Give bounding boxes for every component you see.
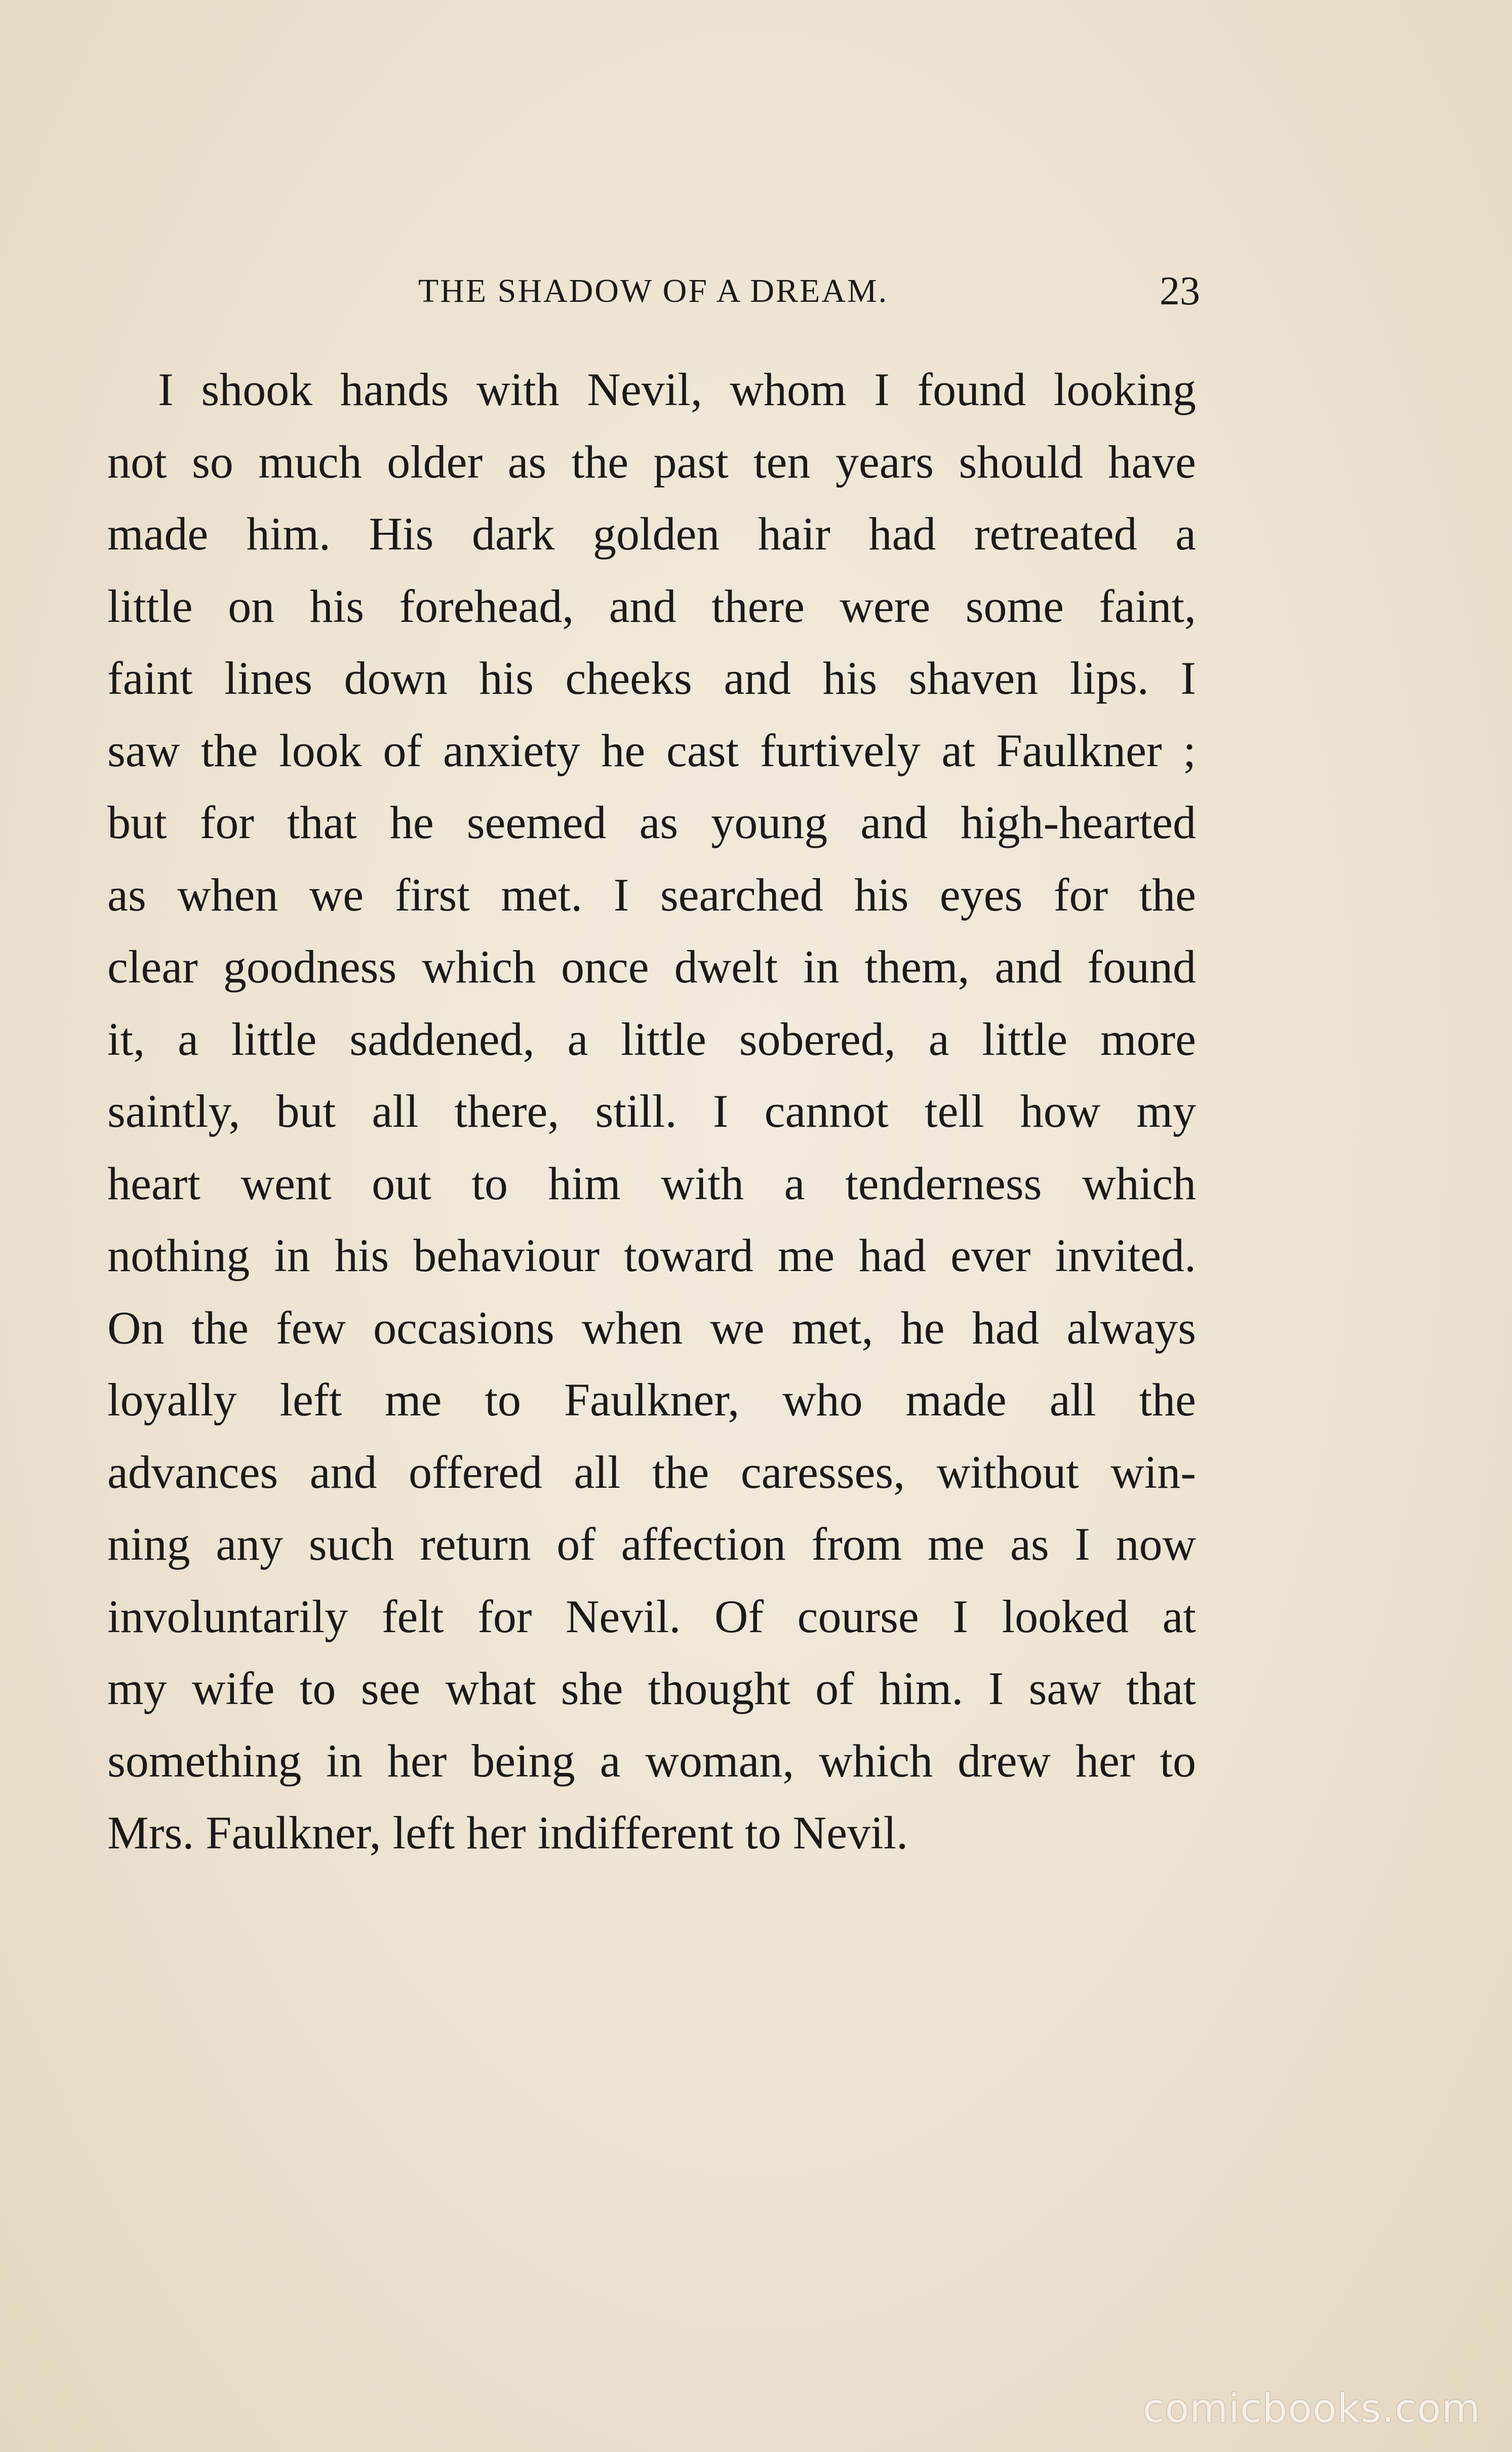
text-line: nothing in his behaviour toward me had ever invited.	[107, 1230, 1196, 1281]
text-line: advances and offered all the caresses, without win-	[107, 1446, 1196, 1498]
text-line: loyally left me to Faulkner, who made all the	[107, 1374, 1196, 1426]
text-line: heart went out to him with a tenderness which	[107, 1157, 1196, 1209]
text-line: I shook hands with Nevil, whom I found looking	[158, 364, 1196, 415]
text-line: something in her being a woman, which drew her to	[107, 1734, 1196, 1787]
text-line: On the few occasions when we met, he had always	[107, 1301, 1196, 1354]
running-title: THE SHADOW OF A DREAM.	[418, 272, 889, 309]
page-number: 23	[1160, 269, 1200, 313]
body-paragraph	[107, 353, 1196, 1869]
watermark: comicbooks.com	[1142, 2386, 1481, 2432]
text-line: involuntarily felt for Nevil. Of course I looked at	[107, 1590, 1196, 1642]
text-line: little on his forehead, and there were some faint,	[107, 580, 1196, 632]
text-line: faint lines down his cheeks and his shaven lips. I	[107, 652, 1196, 704]
text-line: made him. His dark golden hair had retreated a	[107, 508, 1196, 560]
text-line: not so much older as the past ten years should have	[107, 436, 1196, 488]
text-line: as when we first met. I searched his eyes for the	[107, 868, 1196, 921]
text-line: clear goodness which once dwelt in them, and found	[107, 941, 1196, 993]
text-line: saw the look of anxiety he cast furtively at Faulkner ;	[107, 724, 1196, 776]
text-line: Mrs. Faulkner, left her indifferent to Nevil.	[107, 1807, 908, 1858]
text-line: it, a little saddened, a little sobered, a little more	[107, 1013, 1196, 1065]
text-line: ning any such return of affection from me as I now	[107, 1518, 1196, 1570]
text-line: saintly, but all there, still. I cannot tell how my	[107, 1085, 1196, 1137]
text-line: my wife to see what she thought of him. I saw that	[107, 1663, 1196, 1714]
running-head	[106, 263, 1200, 319]
text-line: but for that he seemed as young and high-hearted	[107, 797, 1196, 848]
